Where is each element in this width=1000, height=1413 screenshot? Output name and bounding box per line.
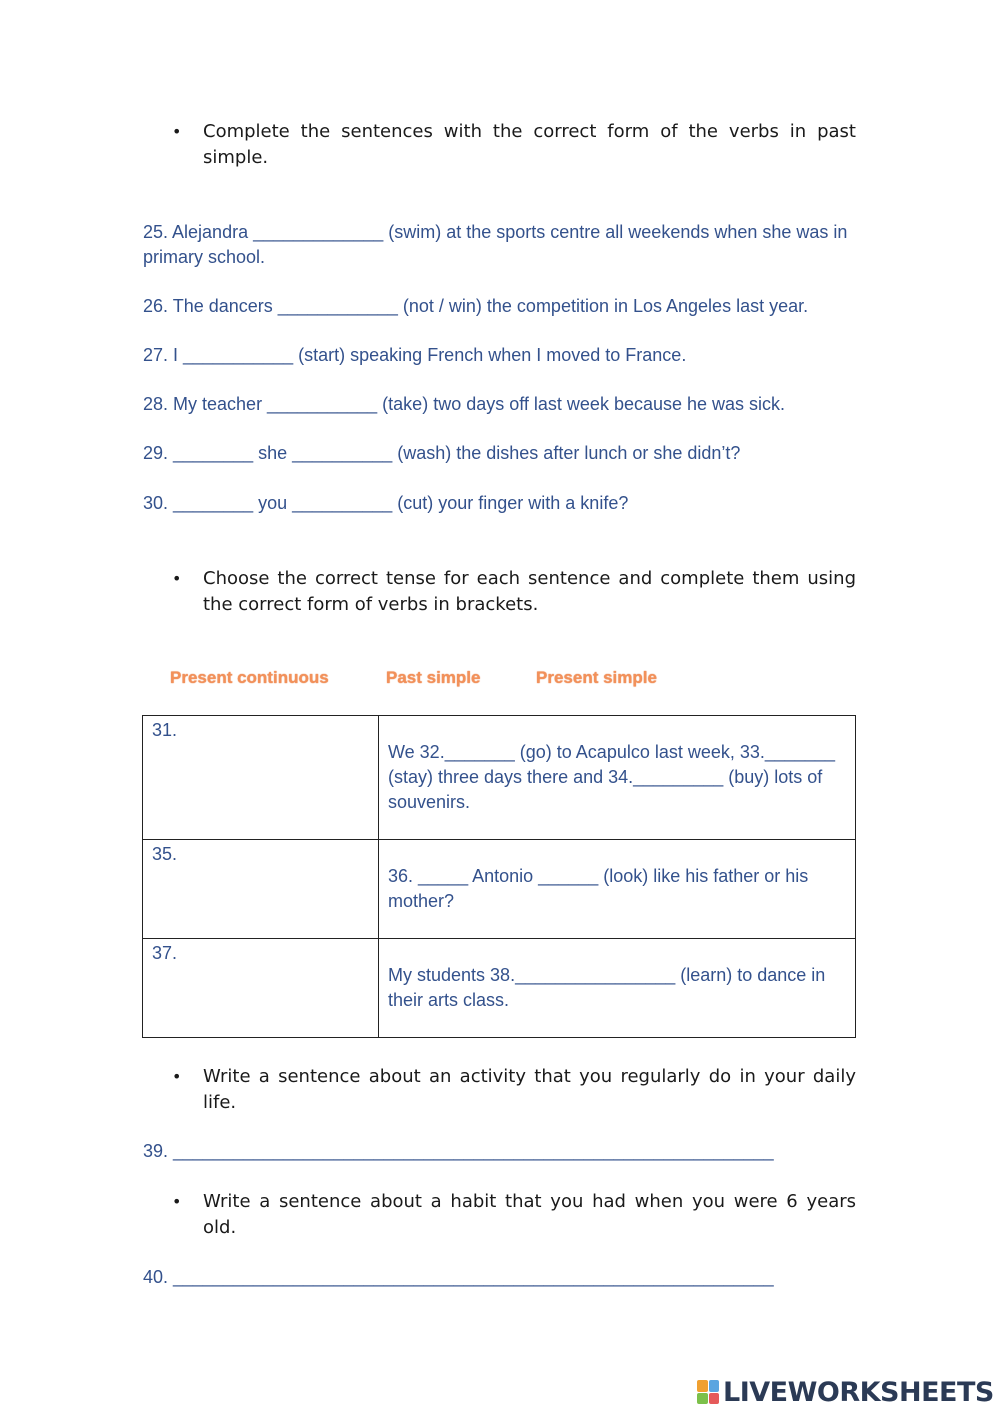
- table-row: [143, 716, 856, 840]
- row-number: 31.: [152, 720, 178, 740]
- tense-table: [142, 715, 856, 1038]
- question-29: 29. ________ she __________ (wash) the dishes after lunch or she didn’t?: [143, 443, 741, 463]
- question-25: 25. Alejandra _____________ (swim) at the sports centre all weekends when she was in primary school.: [143, 222, 848, 267]
- row-sentence: 36. _____ Antonio ______ (look) like his father or his mother?: [379, 840, 856, 939]
- question-26: 26. The dancers ____________ (not / win) the competition in Los Angeles last year.: [143, 296, 809, 316]
- row-sentence: We 32._______ (go) to Acapulco last week, 33._______ (stay) three days there and 34._________ (buy) lots of souvenirs.: [379, 716, 856, 840]
- instruction-text: Complete the sentences with the correct form of the verbs in past simple.: [203, 121, 856, 168]
- bullet: •: [172, 569, 182, 588]
- row-number: 35.: [152, 844, 178, 864]
- logo-text: LIVEWORKSHEETS: [723, 1376, 994, 1408]
- question-40-answer-line[interactable]: 40. ____________________________________________________________: [143, 1267, 774, 1287]
- bullet: •: [172, 122, 182, 141]
- bullet: •: [172, 1192, 182, 1211]
- instruction-past-simple: [172, 119, 856, 171]
- question-39-answer-line[interactable]: 39. ____________________________________________________________: [143, 1141, 774, 1161]
- answer-cell-35[interactable]: [143, 840, 379, 939]
- instruction-text: Choose the correct tense for each sentence and complete them using the correct form of verbs in brackets.: [203, 568, 856, 615]
- table-row: [143, 840, 856, 939]
- question-27: 27. I ___________ (start) speaking French when I moved to France.: [143, 345, 687, 365]
- question-30: 30. ________ you __________ (cut) your finger with a knife?: [143, 493, 629, 513]
- logo-mark-icon: [697, 1380, 719, 1404]
- tense-option-past-simple: Past simple: [386, 668, 481, 687]
- instruction-choose-tense: [172, 566, 856, 618]
- instruction-daily-activity: [172, 1064, 856, 1116]
- instruction-text: Write a sentence about an activity that you regularly do in your daily life.: [203, 1066, 856, 1113]
- instruction-text: Write a sentence about a habit that you had when you were 6 years old.: [203, 1191, 856, 1238]
- answer-cell-37[interactable]: [143, 939, 379, 1038]
- liveworksheets-logo: [697, 1377, 994, 1407]
- row-number: 37.: [152, 943, 178, 963]
- table-row: [143, 939, 856, 1038]
- tense-option-present-continuous: Present continuous: [170, 668, 329, 687]
- bullet: •: [172, 1067, 182, 1086]
- question-28: 28. My teacher ___________ (take) two days off last week because he was sick.: [143, 394, 786, 414]
- answer-cell-31[interactable]: [143, 716, 379, 840]
- tense-option-present-simple: Present simple: [536, 668, 657, 687]
- row-sentence: My students 38.________________ (learn) to dance in their arts class.: [379, 939, 856, 1038]
- instruction-childhood-habit: [172, 1189, 856, 1241]
